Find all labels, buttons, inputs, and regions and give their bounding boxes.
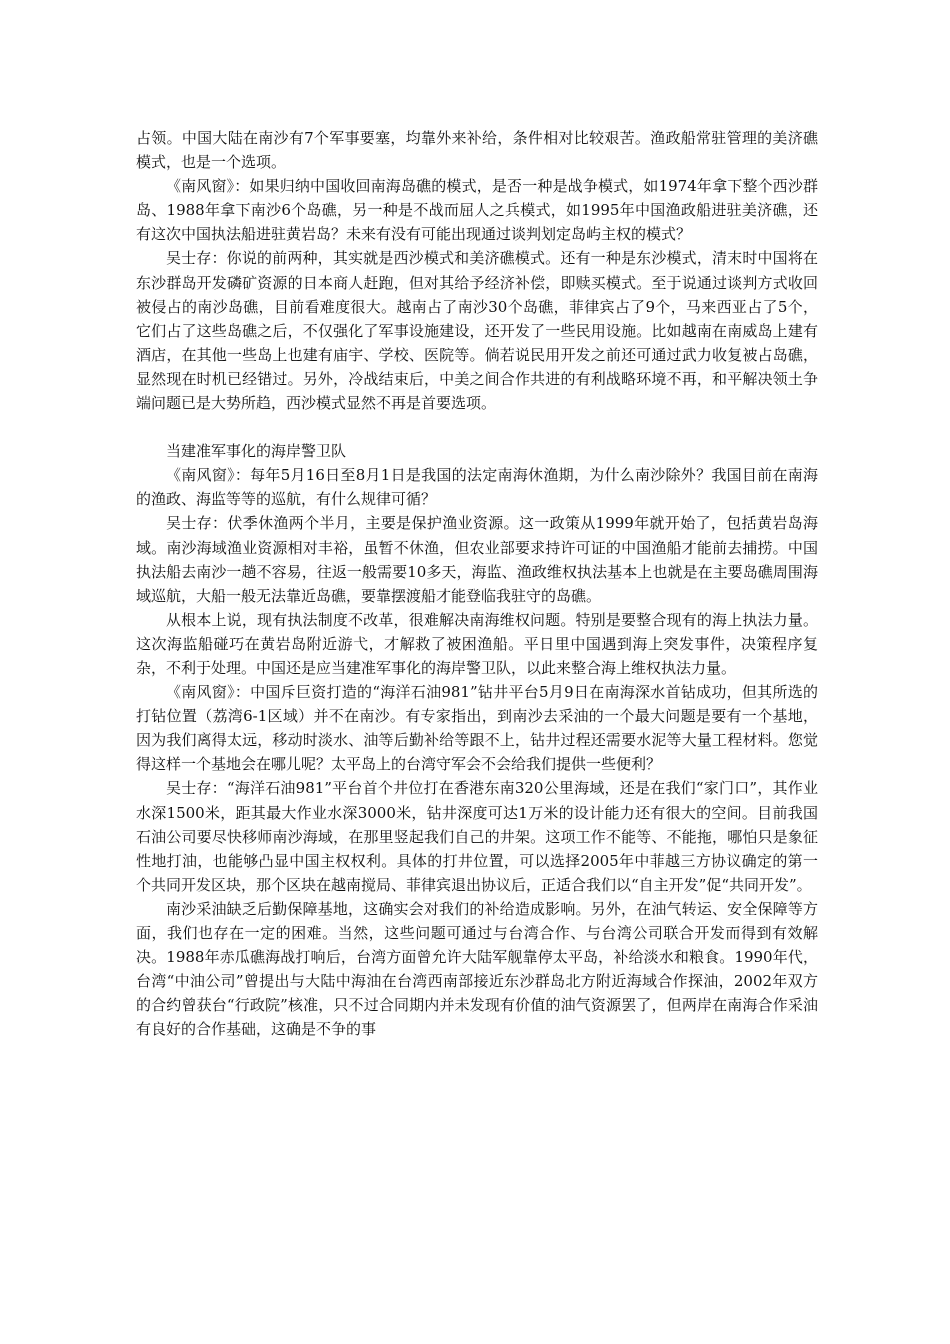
paragraph-continued: 占领。中国大陆在南沙有7个军事要塞，均靠外来补给，条件相对比较艰苦。渔政船常驻管理的美济礁模式，也是一个选项。 xyxy=(136,129,818,172)
paragraph-question: 《南风窗》：中国斥巨资打造的“海洋石油981”钻井平台5月9日在南海深水首钻成功，但其所选的打钻位置（荔湾6-1区域）并不在南沙。有专家指出，到南沙去采油的一个最大问题是要有一个基地，因为我们离得太远，移动时淡水、油等后勤补给等跟不上，钻井过程还需要水泥等大量工程材料。您觉得这样一个基地会在哪儿呢？太平岛上的台湾守军会不会给我们提供一些便利？ xyxy=(136,683,818,774)
paragraph-answer: 吴士存：你说的前两种，其实就是西沙模式和美济礁模式。还有一种是东沙模式，清末时中国将在东沙群岛开发磷矿资源的日本商人赶跑，但对其给予经济补偿，即赎买模式。至于说通过谈判方式收回被侵占的南沙岛礁，目前看难度很大。越南占了南沙30个岛礁，菲律宾占了9个，马来西亚占了5个，它们占了这些岛礁之后，不仅强化了军事设施建设，还开发了一些民用设施。比如越南在南威岛上建有酒店，在其他一些岛上也建有庙宇、学校、医院等。倘若说民用开发之前还可通过武力收复被占岛礁，显然现在时机已经错过。另外，冷战结束后，中美之间合作共进的有利战略环境不再，和平解决领土争端问题已是大势所趋，西沙模式显然不再是首要选项。 xyxy=(136,249,818,413)
paragraph-answer-continued: 从根本上说，现有执法制度不改革，很难解决南海维权问题。特别是要整合现有的海上执法力量。这次海监船碰巧在黄岩岛附近游弋，才解救了被困渔船。平日里中国遇到海上突发事件，决策程序复杂，不利于处理。中国还是应当建准军事化的海岸警卫队，以此来整合海上维权执法力量。 xyxy=(136,610,818,677)
section-heading: 当建准军事化的海岸警卫队 xyxy=(166,442,347,461)
paragraph-question: 《南风窗》：如果归纳中国收回南海岛礁的模式，是否一种是战争模式，如1974年拿下整个西沙群岛、1988年拿下南沙6个岛礁，另一种是不战而屈人之兵模式，如1995年中国渔政船进驻美济礁，还有这次中国执法船进驻黄岩岛？未来有没有可能出现通过谈判划定岛屿主权的模式？ xyxy=(136,177,818,244)
paragraph-answer-continued: 南沙采油缺乏后勤保障基地，这确实会对我们的补给造成影响。另外，在油气转运、安全保障等方面，我们也存在一定的困难。当然，这些问题可通过与台湾合作、与台湾公司联合开发而得到有效解决。1988年赤瓜礁海战打响后，台湾方面曾允许大陆军舰靠停太平岛，补给淡水和粮食。1990年代，台湾“中油公司”曾提出与大陆中海油在台湾西南部接近东沙群岛北方附近海域合作探油，2002年双方的合约曾获台“行政院”核准，只不过合同期内并未发现有价值的油气资源罢了，但两岸在南海合作采油有良好的合作基础，这确是不争的事 xyxy=(136,899,818,1039)
blank-line xyxy=(136,415,818,439)
paragraph-question: 《南风窗》：每年5月16日至8月1日是我国的法定南海休渔期，为什么南沙除外？我国目前在南海的渔政、海监等等的巡航，有什么规律可循？ xyxy=(136,466,818,509)
document-page xyxy=(136,126,818,1041)
paragraph-answer: 吴士存：伏季休渔两个半月，主要是保护渔业资源。这一政策从1999年就开始了，包括黄岩岛海域。南沙海域渔业资源相对丰裕，虽暂不休渔，但农业部要求持许可证的中国渔船才能前去捕捞。中国执法船去南沙一趟不容易，往返一般需要10多天，海监、渔政维权执法基本上也就是在主要岛礁周围海域巡航，大船一般无法靠近岛礁，要靠摆渡船才能登临我驻守的岛礁。 xyxy=(136,514,818,605)
paragraph-answer: 吴士存：“海洋石油981”平台首个井位打在香港东南320公里海域，还是在我们“家门口”，其作业水深1500米，距其最大作业水深3000米，钻井深度可达1万米的设计能力还有很大的空间。目前我国石油公司要尽快移师南沙海域，在那里竖起我们自己的井架。这项工作不能等、不能拖，哪怕只是象征性地打油，也能够凸显中国主权权利。具体的打井位置，可以选择2005年中菲越三方协议确定的第一个共同开发区块，那个区块在越南搅局、菲律宾退出协议后，正适合我们以“自主开发”促“共同开发”。 xyxy=(136,779,818,894)
